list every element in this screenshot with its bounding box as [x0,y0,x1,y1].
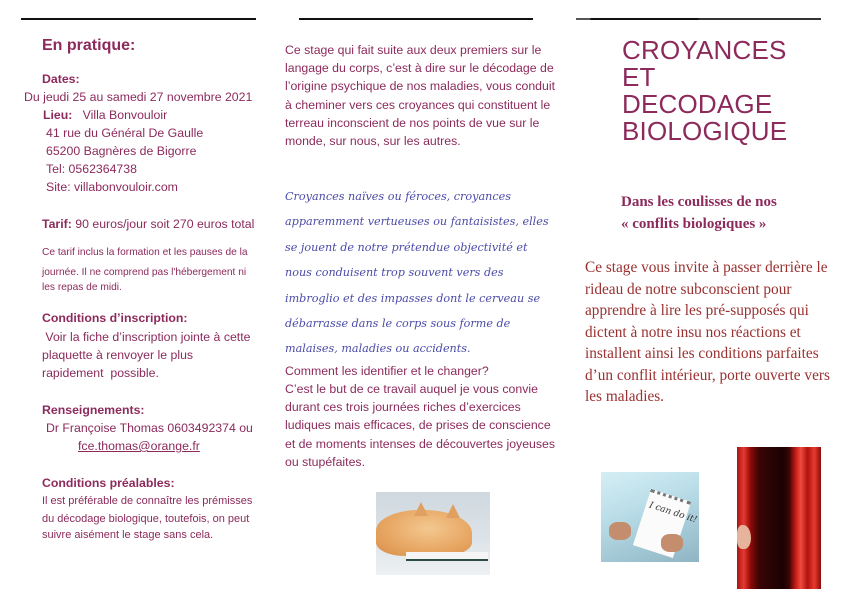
lieu-value: Villa Bonvouloir [82,108,168,122]
title-line3: DECODAGE [622,89,773,119]
top-rule-col3 [576,18,821,20]
hand [737,525,751,549]
intro-paragraph: Ce stage qui fait suite aux deux premiers sur le langage du corps, c’est à dire sur le décodage de l’origine psychique de nos maladies, vous conduit à cheminer vers ces croyances qui constituent le terreau inconscient de nos points de vue sur le monde, sur nous, sur les autres. [285,43,556,149]
prealables-label: Conditions préalables: [42,476,175,490]
tarif-note-line1: Ce tarif inclus la formation et les pauses de la [42,247,248,258]
cat-reading-image [376,492,490,575]
brochure-title [622,37,787,145]
dates-value: Du jeudi 25 au samedi 27 novembre 2021 [24,90,253,104]
top-rule-col2 [299,18,533,20]
tarif-note-line2: journée. Il ne comprend pas l'hébergement ni [42,267,247,278]
cat-ear [446,504,460,518]
tarif-note-line3: les repas de midi. [42,282,122,293]
title-line1: CROYANCES [622,35,787,65]
telephone: Tel: 0562364738 [46,162,137,176]
tarif-label: Tarif: [42,217,72,231]
hand [609,522,631,540]
renseignements-value: Dr Françoise Thomas 0603492374 ou [46,421,253,435]
prealables-line1: Il est préférable de connaître les prémisses [42,495,253,507]
cat-ear [414,502,428,516]
tarif-line [42,218,254,230]
lieu-label: Lieu: [43,108,73,122]
subtitle-line2: « conflits biologiques » [621,216,767,232]
renseignements-label: Renseignements: [42,403,145,417]
prealables-line3: suivre aisément le stage sans cela. [42,529,214,541]
top-rule-col1 [21,18,256,20]
tarif-value: 90 euros/jour soit 270 euros total [75,217,255,231]
inscription-label: Conditions d’inscription: [42,311,188,325]
inscription-line2: plaquette à renvoyer le plus [42,348,194,362]
inscription-line1: Voir la fiche d’inscription jointe à cette [42,330,251,344]
address-line2: 65200 Bagnères de Bigorre [46,144,197,158]
brochure-subtitle [621,191,777,235]
lieu-line [43,109,167,121]
title-line2: ET [622,62,656,92]
notepad-text: I can do it! [647,500,699,526]
subtitle-line1: Dans les coulisses de nos [621,194,777,210]
practical-heading: En pratique: [42,37,136,54]
closing-paragraph: C’est le but de ce travail auquel je vous convie durant ces trois journées riches d’exercices ludiques mais efficaces, de prises de conscience et de moments intenses de découvertes joyeuses ou stupéfaites. [285,382,556,469]
inscription-line3: rapidement possible. [42,366,159,380]
book [406,552,488,561]
curtain-image [737,447,821,589]
question-line: Comment les identifier et le changer? [285,364,489,378]
dates-label: Dates: [42,72,80,86]
hand [661,534,683,552]
title-line4: BIOLOGIQUE [622,116,788,146]
prealables-line2: du décodage biologique, toutefois, on peut [42,513,250,525]
cover-paragraph: Ce stage vous invite à passer derrière le rideau de notre subconscient pour apprendre à lire les pré-supposés qui dictent à notre insu nos réactions et installent ainsi les conditions parfaites d’un conflit intérieur, porte ouverte vers les maladies. [585,259,830,405]
notepad-image [601,472,699,562]
quote-paragraph: Croyances naïves ou féroces, croyances apparemment vertueuses ou fantaisistes, elles se jouent de notre prétendue objectivité et nous conduisent trop souvent vers des imbroglio et des impasses dont le cerveau se débarrasse dans le corps sous forme de malaises, maladies ou accidents. [285,190,549,356]
website: Site: villabonvouloir.com [46,180,178,194]
email-link[interactable]: fce.thomas@orange.fr [78,439,200,453]
address-line1: 41 rue du Général De Gaulle [46,126,204,140]
